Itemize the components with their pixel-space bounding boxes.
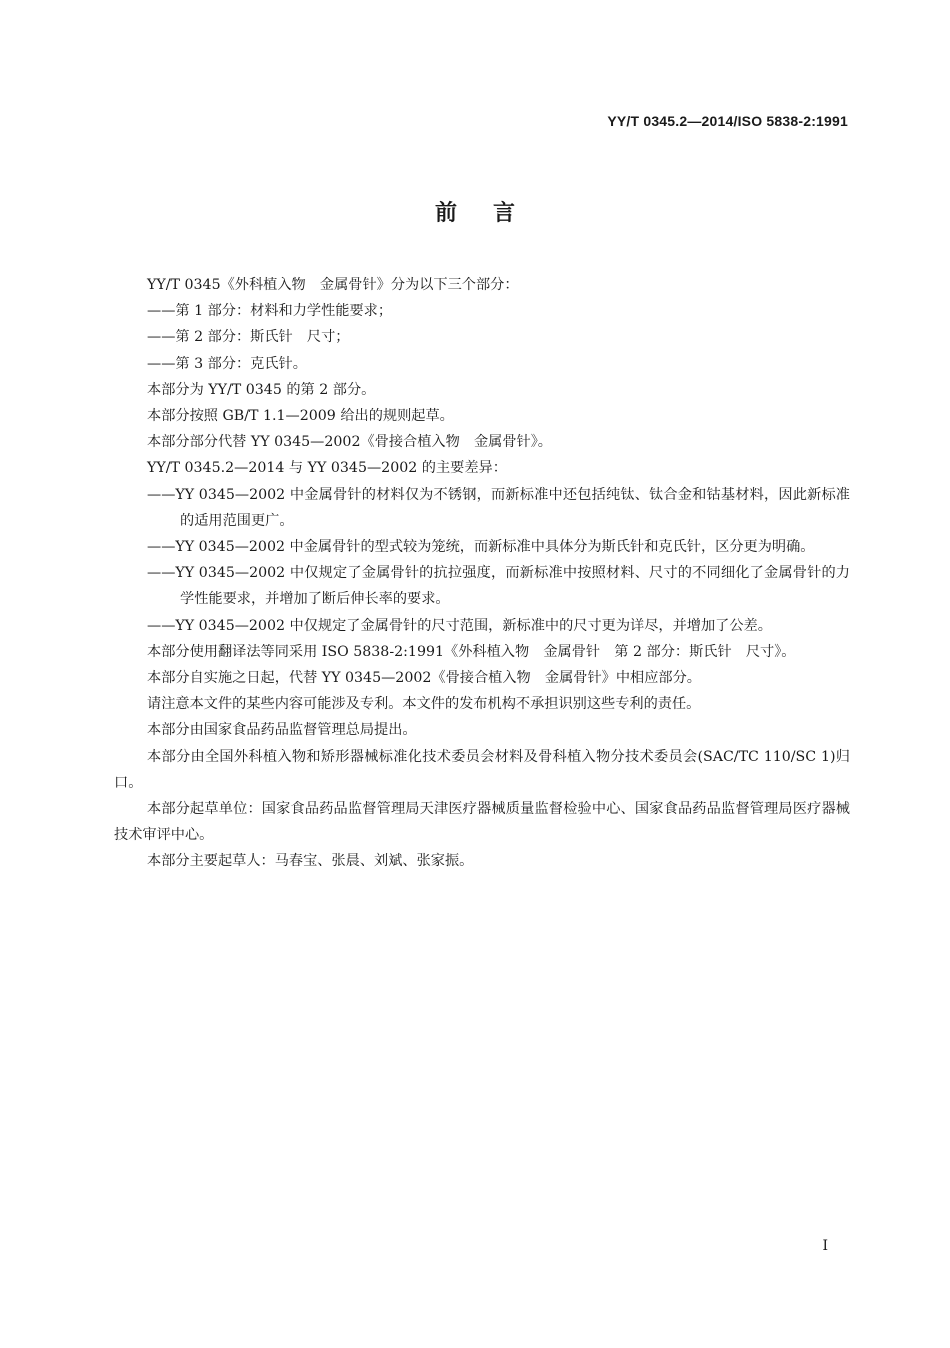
differences-intro-paragraph: YY/T 0345.2—2014 与 YY 0345—2002 的主要差异： (147, 460, 507, 477)
difference-item: ——YY 0345—2002 中仅规定了金属骨针的尺寸范围，新标准中的尺寸更为详尽，并增加了公差。 (147, 617, 772, 634)
intro-paragraph: YY/T 0345《外科植入物 金属骨针》分为以下三个部分： (147, 277, 519, 293)
part-item: ——第 1 部分：材料和力学性能要求； (147, 303, 393, 320)
difference-item: ——YY 0345—2002 中金属骨针的型式较为笼统，而新标准中具体分为斯氏针和克氏针，区分更为明确。 (147, 539, 815, 556)
difference-item: ——YY 0345—2002 中仅规定了金属骨针的抗拉强度，而新标准中按照材料、尺寸的不同细化了金属骨针的力学性能要求，并增加了断后伸长率的要求。 (147, 565, 850, 608)
standard-code: YY/T 0345.2—2014/ISO 5838-2:1991 (607, 113, 848, 129)
part-item: ——第 2 部分：斯氏针 尺寸； (147, 329, 350, 346)
proposed-by-paragraph: 本部分由国家食品药品监督管理总局提出。 (147, 722, 417, 739)
drafting-rules-paragraph: 本部分按照 GB/T 1.1—2009 给出的规则起草。 (147, 408, 454, 425)
effective-paragraph: 本部分自实施之日起，代替 YY 0345—2002《骨接合植入物 金属骨针》中相应部分。 (147, 670, 701, 687)
difference-item: ——YY 0345—2002 中金属骨针的材料仅为不锈钢，而新标准中还包括纯钛、钛合金和钴基材料，因此新标准的适用范围更广。 (147, 486, 850, 529)
managed-by-paragraph: 本部分由全国外科植入物和矫形器械标准化技术委员会材料及骨科植入物分技术委员会(SAC/TC 110/SC 1)归口。 (114, 748, 850, 791)
drafters-paragraph: 本部分主要起草人：马春宝、张晨、刘斌、张家振。 (147, 853, 474, 870)
page-title: 前言 (434, 201, 551, 226)
foreword-body (114, 272, 850, 875)
this-part-paragraph: 本部分为 YY/T 0345 的第 2 部分。 (147, 381, 376, 398)
replaces-paragraph: 本部分部分代替 YY 0345—2002《骨接合植入物 金属骨针》。 (147, 434, 552, 451)
page-number: I (822, 1238, 828, 1254)
part-item: ——第 3 部分：克氏针。 (147, 355, 307, 372)
patent-notice-paragraph: 请注意本文件的某些内容可能涉及专利。本文件的发布机构不承担识别这些专利的责任。 (147, 696, 701, 713)
translation-paragraph: 本部分使用翻译法等同采用 ISO 5838-2:1991《外科植入物 金属骨针 第 2 部分：斯氏针 尺寸》。 (147, 643, 796, 660)
drafting-units-paragraph: 本部分起草单位：国家食品药品监督管理局天津医疗器械质量监督检验中心、国家食品药品监督管理局医疗器械技术审评中心。 (114, 801, 850, 844)
